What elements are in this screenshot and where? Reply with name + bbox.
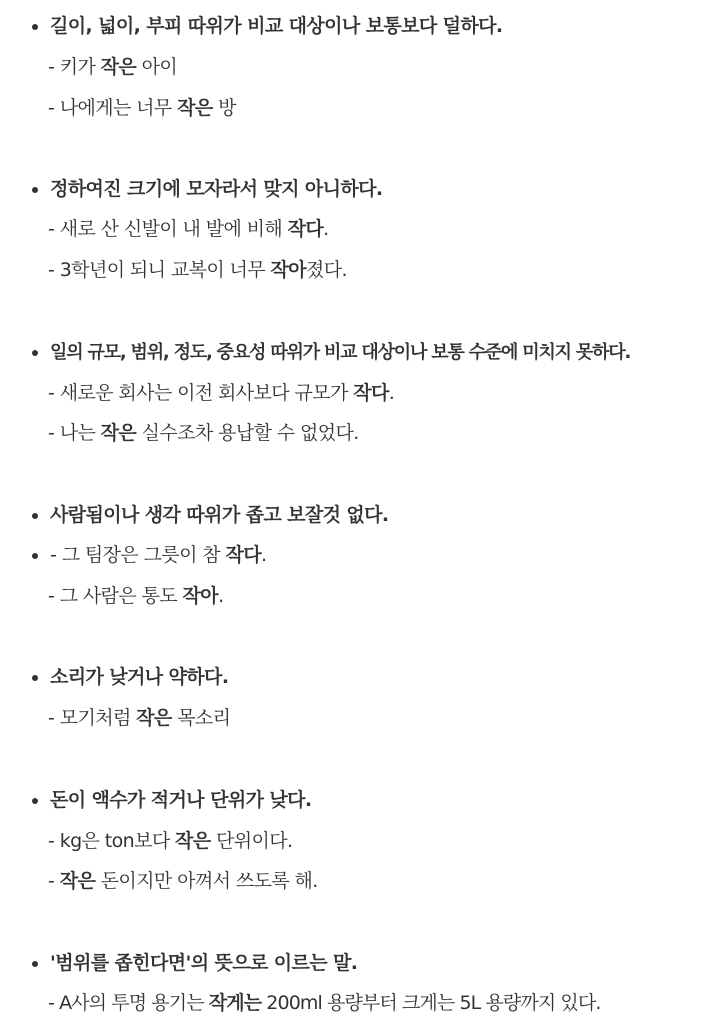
example-text: - 3학년이 되니 교복이 너무 xyxy=(48,259,271,281)
example-item xyxy=(48,990,600,1016)
example-item xyxy=(48,216,329,242)
example-text: - kg은 ton보다 xyxy=(48,830,176,852)
example-headword: 작은 xyxy=(100,422,137,444)
example-text: 아이 xyxy=(136,56,178,78)
bullet-icon xyxy=(32,350,38,356)
example-headword: 작다 xyxy=(225,544,262,566)
bullet-icon xyxy=(32,187,38,193)
example-text: - 그 사람은 통도 xyxy=(48,585,183,607)
definition-item xyxy=(50,787,311,813)
example-text: . xyxy=(261,544,267,566)
definition-item xyxy=(50,13,503,39)
example-headword: 작은 xyxy=(136,707,172,729)
example-headword: 작은 xyxy=(175,830,211,852)
bullet-icon xyxy=(32,24,38,30)
definition-item xyxy=(50,176,383,202)
example-item xyxy=(50,542,266,568)
example-item xyxy=(48,868,318,894)
definition-text: 일의 규모, 범위, 정도, 중요성 따위가 비교 대상이나 보통 수준에 미치지 못하다. xyxy=(50,342,631,363)
definition-text: '범위를 좁힌다면'의 뜻으로 이르는 말. xyxy=(50,952,358,974)
example-headword: 작아 xyxy=(270,259,306,281)
example-headword: 작다 xyxy=(287,218,324,240)
definition-text: 사람됨이나 생각 따위가 좁고 보잘것 없다. xyxy=(50,504,389,526)
definition-item xyxy=(50,664,228,690)
example-text: 방 xyxy=(212,97,236,119)
definition-item xyxy=(50,502,389,528)
example-item xyxy=(48,705,230,731)
bullet-icon xyxy=(32,798,38,804)
definition-item xyxy=(50,950,357,976)
example-text: - 나에게는 너무 xyxy=(48,97,178,119)
example-text: - A사의 투명 용기는 xyxy=(48,992,209,1014)
example-text: . xyxy=(388,382,395,404)
example-headword: 작아 xyxy=(182,585,219,607)
example-item xyxy=(48,828,292,854)
example-text: - 새로운 회사는 이전 회사보다 규모가 xyxy=(48,382,354,404)
definition-text: 정하여진 크기에 모자라서 맞지 아니하다. xyxy=(50,178,383,200)
bullet-icon xyxy=(32,961,38,967)
example-text: 단위이다. xyxy=(210,830,293,852)
example-text: 졌다. xyxy=(306,259,347,281)
example-text: . xyxy=(218,585,224,607)
example-text: 돈이지만 아껴서 쓰도록 해. xyxy=(95,870,318,892)
example-headword: 작은 xyxy=(59,870,96,892)
example-item xyxy=(48,95,236,121)
example-item xyxy=(48,420,359,446)
definition-text: 소리가 낮거나 약하다. xyxy=(50,666,229,688)
example-text: - 그 팀장은 그릇이 참 xyxy=(50,544,226,566)
bullet-icon xyxy=(32,513,38,519)
example-text: - 새로 산 신발이 내 발에 비해 xyxy=(48,218,288,240)
example-text: - 나는 xyxy=(48,422,101,444)
example-text: . xyxy=(323,218,329,240)
definition-text: 길이, 넓이, 부피 따위가 비교 대상이나 보통보다 덜하다. xyxy=(50,15,503,37)
bullet-icon xyxy=(32,675,38,681)
example-headword: 작게는 xyxy=(208,992,262,1014)
example-item xyxy=(48,380,394,406)
example-headword: 작다 xyxy=(353,382,389,404)
example-text: 실수조차 용납할 수 없었다. xyxy=(136,422,359,444)
example-headword: 작은 xyxy=(177,97,213,119)
example-text: 목소리 xyxy=(171,707,231,729)
example-text: - xyxy=(48,870,60,892)
example-item xyxy=(48,257,347,283)
example-headword: 작은 xyxy=(100,56,137,78)
example-text: - 모기처럼 xyxy=(48,707,137,729)
example-item xyxy=(48,54,177,80)
example-text: - 키가 xyxy=(48,56,101,78)
bullet-icon xyxy=(32,553,38,559)
definition-item xyxy=(50,339,630,365)
example-item xyxy=(48,583,224,609)
definition-text: 돈이 액수가 적거나 단위가 낮다. xyxy=(50,789,312,811)
example-text: 200ml 용량부터 크게는 5L 용량까지 있다. xyxy=(261,992,601,1014)
